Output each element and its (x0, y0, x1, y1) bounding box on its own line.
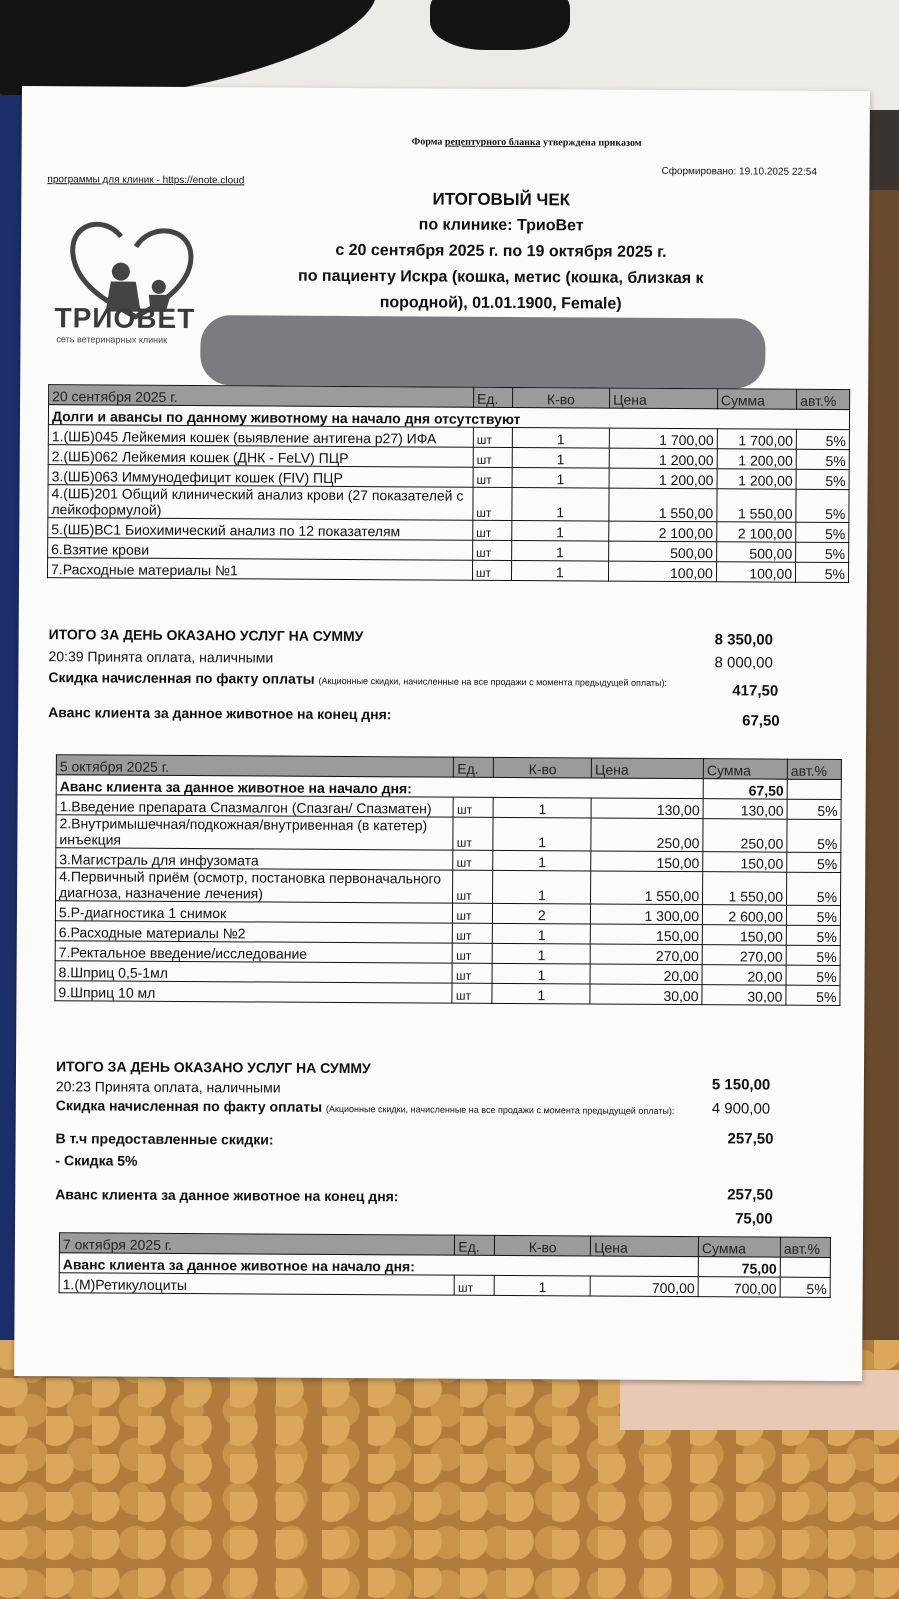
sum-cell: 500,00 (716, 542, 795, 562)
day2-total: 5 150,00 (711, 1076, 771, 1094)
qty-cell: 1 (492, 983, 590, 1004)
qty-cell: 1 (493, 870, 591, 904)
form-note: Форма рецептурного бланка утверждена приказом (411, 136, 642, 149)
unit-cell: шт (452, 963, 492, 983)
col-auto: авт.% (787, 759, 841, 779)
unit-cell: шт (473, 427, 512, 447)
receipt-header (191, 185, 812, 315)
service-name: 2.Внутримышечная/подкожная/внутривенная (в катетер) инъекция (56, 815, 454, 850)
price-cell: 2 100,00 (609, 521, 717, 542)
day2-discount-5: 257,50 (727, 1186, 774, 1204)
unit-cell: шт (473, 447, 512, 467)
discount-5-label: - Скидка 5% (55, 1152, 138, 1169)
col-auto: авт.% (797, 389, 850, 409)
sum-cell: 1 200,00 (717, 469, 796, 489)
sum-cell: 100,00 (716, 562, 795, 582)
service-name: 3.Магистраль для инфузомата (56, 848, 454, 870)
receipt-title: ИТОГОВЫЙ ЧЕК (432, 189, 571, 210)
sum-cell: 150,00 (703, 852, 787, 873)
program-link[interactable]: программы для клиник - https://enote.cloud (47, 174, 245, 187)
qty-cell: 1 (493, 797, 591, 818)
service-name: 1.Введение препарата Спазмалгон (Спазган/ Спазматен) (56, 795, 454, 817)
day1-total: 8 350,00 (714, 631, 774, 649)
price-cell: 1 550,00 (609, 488, 717, 522)
qty-cell: 1 (512, 447, 610, 468)
auto-percent-cell: 5% (780, 1277, 830, 1297)
col-price: Цена (610, 388, 718, 409)
day2-payment: 4 900,00 (711, 1100, 771, 1118)
unit-cell: шт (453, 870, 493, 903)
col-unit: Ед. (473, 387, 512, 407)
services-table-day3 (59, 1232, 831, 1298)
qty-cell: 1 (494, 1275, 590, 1296)
col-qty: К-во (512, 387, 610, 408)
auto-percent-cell: 5% (786, 945, 840, 965)
payment-label: 20:23 Принята оплата, наличными (55, 1078, 281, 1096)
table-row (55, 981, 840, 1006)
table-row (48, 485, 849, 523)
qty-cell: 1 (511, 487, 609, 521)
service-name: 5.(ШБ)ВС1 Биохимический анализ по 12 показателям (48, 518, 473, 541)
price-cell: 30,00 (590, 984, 702, 1005)
auto-percent-cell: 5% (796, 489, 849, 522)
sum-cell: 270,00 (702, 945, 786, 966)
qty-cell: 1 (493, 923, 591, 944)
empty-cell (780, 1257, 830, 1277)
logo-name: ТРИОВЕТ (54, 302, 196, 335)
service-name: 1.(ШБ)045 Лейкемия кошек (выявление антигена p27) ИФА (48, 425, 473, 448)
sum-cell: 700,00 (698, 1277, 780, 1298)
day1-summary (48, 626, 689, 730)
empty-cell (787, 779, 841, 799)
qty-cell: 2 (493, 903, 591, 924)
discount-note: (Акционные скидки, начисленные на все продажи с момента предыдущей оплаты): (325, 1103, 675, 1117)
unit-cell: шт (453, 797, 493, 817)
unit-cell: шт (473, 520, 512, 540)
auto-percent-cell: 5% (796, 542, 849, 562)
service-name: 3.(ШБ)063 Иммунодефицит кошек (FIV) ПЦР (48, 465, 473, 488)
price-cell: 500,00 (609, 541, 717, 562)
day2-summary (55, 1058, 696, 1206)
auto-percent-cell: 5% (787, 872, 841, 905)
unit-cell: шт (453, 923, 493, 943)
sum-cell: 1 200,00 (717, 449, 796, 469)
day1-advance: 67,50 (742, 712, 780, 730)
service-name: 6.Расходные материалы №2 (55, 921, 453, 943)
qty-cell: 1 (492, 963, 590, 984)
price-cell: 100,00 (609, 561, 717, 582)
qty-cell: 1 (511, 560, 609, 581)
sum-cell: 20,00 (702, 965, 786, 986)
discounts-label: В т.ч предоставленные скидки: (55, 1130, 274, 1148)
sum-cell: 2 100,00 (717, 522, 796, 542)
period-line: с 20 сентября 2025 г. по 19 октября 2025 г. (335, 241, 667, 261)
table-row (47, 558, 848, 583)
generated-timestamp: Сформировано: 19.10.2025 22:54 (661, 165, 817, 178)
qty-cell: 1 (493, 850, 591, 871)
price-cell: 1 550,00 (591, 871, 703, 905)
qty-cell: 1 (493, 943, 591, 964)
start-line: Аванс клиента за данное животное на начало дня: (56, 775, 703, 799)
service-name: 4.Первичный приём (осмотр, постановка первоначального диагноза, назначение лечения) (56, 868, 454, 903)
sum-cell: 250,00 (703, 819, 787, 853)
discount-note: (Акционные скидки, начисленные на все продажи с момента предыдущей оплаты): (318, 675, 668, 688)
auto-percent-cell: 5% (787, 819, 841, 852)
day2-discount: 257,50 (727, 1130, 774, 1148)
price-cell: 1 300,00 (591, 904, 703, 925)
services-table-day1 (47, 384, 850, 583)
day1-payment: 8 000,00 (714, 654, 773, 672)
discount-label: Скидка начисленная по факту оплаты (55, 1097, 323, 1115)
auto-percent-cell: 5% (796, 469, 849, 489)
service-name: 8.Шприц 0,5-1мл (55, 961, 453, 983)
service-name: 4.(ШБ)201 Общий клинический анализ крови (27 показателей с лейкоформулой) (48, 485, 473, 521)
payment-label: 20:39 Принята оплата, наличными (48, 648, 274, 666)
service-name: 1.(М)Ретикулоциты (59, 1273, 455, 1295)
col-unit: Ед. (455, 1235, 495, 1255)
unit-cell: шт (472, 560, 511, 580)
auto-percent-cell: 5% (786, 965, 840, 985)
price-cell: 270,00 (590, 944, 702, 965)
unit-cell: шт (473, 487, 512, 520)
auto-percent-cell: 5% (786, 985, 840, 1005)
auto-percent-cell: 5% (786, 905, 840, 925)
table-row (59, 1273, 830, 1298)
auto-percent-cell: 5% (796, 449, 849, 469)
price-cell: 1 200,00 (609, 468, 717, 489)
unit-cell: шт (453, 903, 493, 923)
auto-percent-cell: 5% (787, 799, 841, 819)
start-line: Долги и авансы по данному животному на начало дня отсутствуют (48, 405, 849, 430)
unit-cell: шт (455, 1275, 495, 1295)
services-table-day2 (54, 754, 841, 1006)
col-unit: Ед. (454, 757, 494, 777)
logo-subtitle: сеть ветеринарных клиник (56, 334, 168, 345)
col-price: Цена (592, 758, 704, 779)
price-cell: 250,00 (591, 818, 703, 852)
price-cell: 20,00 (590, 964, 702, 985)
unit-cell: шт (452, 983, 492, 1003)
col-qty: К-во (495, 1235, 591, 1256)
unit-cell: шт (473, 540, 512, 560)
total-label: ИТОГО ЗА ДЕНЬ ОКАЗАНО УСЛУГ НА СУММУ (48, 626, 364, 645)
service-name: 7.Ректальное введение/исследование (55, 941, 453, 963)
day1-discount: 417,50 (732, 682, 779, 700)
col-sum: Сумма (717, 389, 796, 409)
qty-cell: 1 (511, 520, 609, 541)
advance-label: Аванс клиента за данное животное на конец дня: (48, 704, 392, 723)
unit-cell: шт (453, 943, 493, 963)
day2-advance: 75,00 (735, 1210, 773, 1228)
col-sum: Сумма (703, 759, 787, 780)
sum-cell: 1 700,00 (717, 429, 796, 449)
col-auto: авт.% (780, 1237, 830, 1257)
price-cell: 150,00 (590, 924, 702, 945)
clinic-line: по клинике: ТриоВет (418, 216, 584, 235)
service-name: 5.Р-диагностика 1 снимок (55, 901, 453, 923)
qty-cell: 1 (493, 817, 591, 851)
auto-percent-cell: 5% (796, 522, 849, 542)
auto-percent-cell: 5% (796, 429, 849, 449)
discount-label: Скидка начисленная по факту оплаты (48, 669, 315, 687)
service-name: 6.Взятие крови (48, 538, 473, 561)
service-name: 2.(ШБ)062 Лейкемия кошек (ДНК - FeLV) ПЦР (48, 445, 473, 468)
col-sum: Сумма (698, 1237, 780, 1258)
price-cell: 700,00 (590, 1276, 698, 1297)
day-date: 7 октября 2025 г. (59, 1233, 455, 1255)
advance-label: Аванс клиента за данное животное на конец дня: (55, 1186, 399, 1205)
col-qty: К-во (494, 757, 592, 778)
auto-percent-cell: 5% (786, 925, 840, 945)
qty-cell: 1 (511, 540, 609, 561)
table-row (56, 868, 841, 906)
sum-cell: 130,00 (703, 799, 787, 820)
start-line: Аванс клиента за данное животное на начало дня: (59, 1253, 698, 1277)
auto-percent-cell: 5% (796, 562, 849, 582)
background-dark-shape (430, 0, 570, 50)
unit-cell: шт (453, 850, 493, 870)
sum-cell: 1 550,00 (717, 489, 796, 522)
price-cell: 150,00 (591, 851, 703, 872)
unit-cell: шт (473, 467, 512, 487)
unit-cell: шт (453, 817, 493, 850)
sum-cell: 30,00 (702, 985, 786, 1006)
col-price: Цена (591, 1236, 699, 1257)
service-name: 9.Шприц 10 мл (55, 981, 453, 1003)
sum-cell: 2 600,00 (702, 905, 786, 926)
day-date: 20 сентября 2025 г. (49, 385, 474, 408)
price-cell: 1 700,00 (609, 428, 717, 449)
day-date: 5 октября 2025 г. (56, 755, 454, 777)
receipt-paper (14, 86, 870, 1381)
qty-cell: 1 (512, 467, 610, 488)
total-label: ИТОГО ЗА ДЕНЬ ОКАЗАНО УСЛУГ НА СУММУ (55, 1058, 371, 1077)
patient-line: по пациенту Искра (кошка, метис (кошка, близкая к (298, 267, 704, 288)
start-amount: 75,00 (698, 1257, 780, 1278)
service-name: 7.Расходные материалы №1 (47, 558, 472, 581)
price-cell: 130,00 (591, 798, 703, 819)
qty-cell: 1 (512, 427, 610, 448)
sum-cell: 1 550,00 (703, 872, 787, 906)
auto-percent-cell: 5% (787, 852, 841, 872)
patient-line: породной), 01.01.1900, Female) (379, 294, 622, 313)
redaction-box (200, 315, 765, 388)
price-cell: 1 200,00 (609, 448, 717, 469)
table-row (56, 815, 841, 853)
sum-cell: 150,00 (702, 925, 786, 946)
start-amount: 67,50 (703, 779, 787, 800)
